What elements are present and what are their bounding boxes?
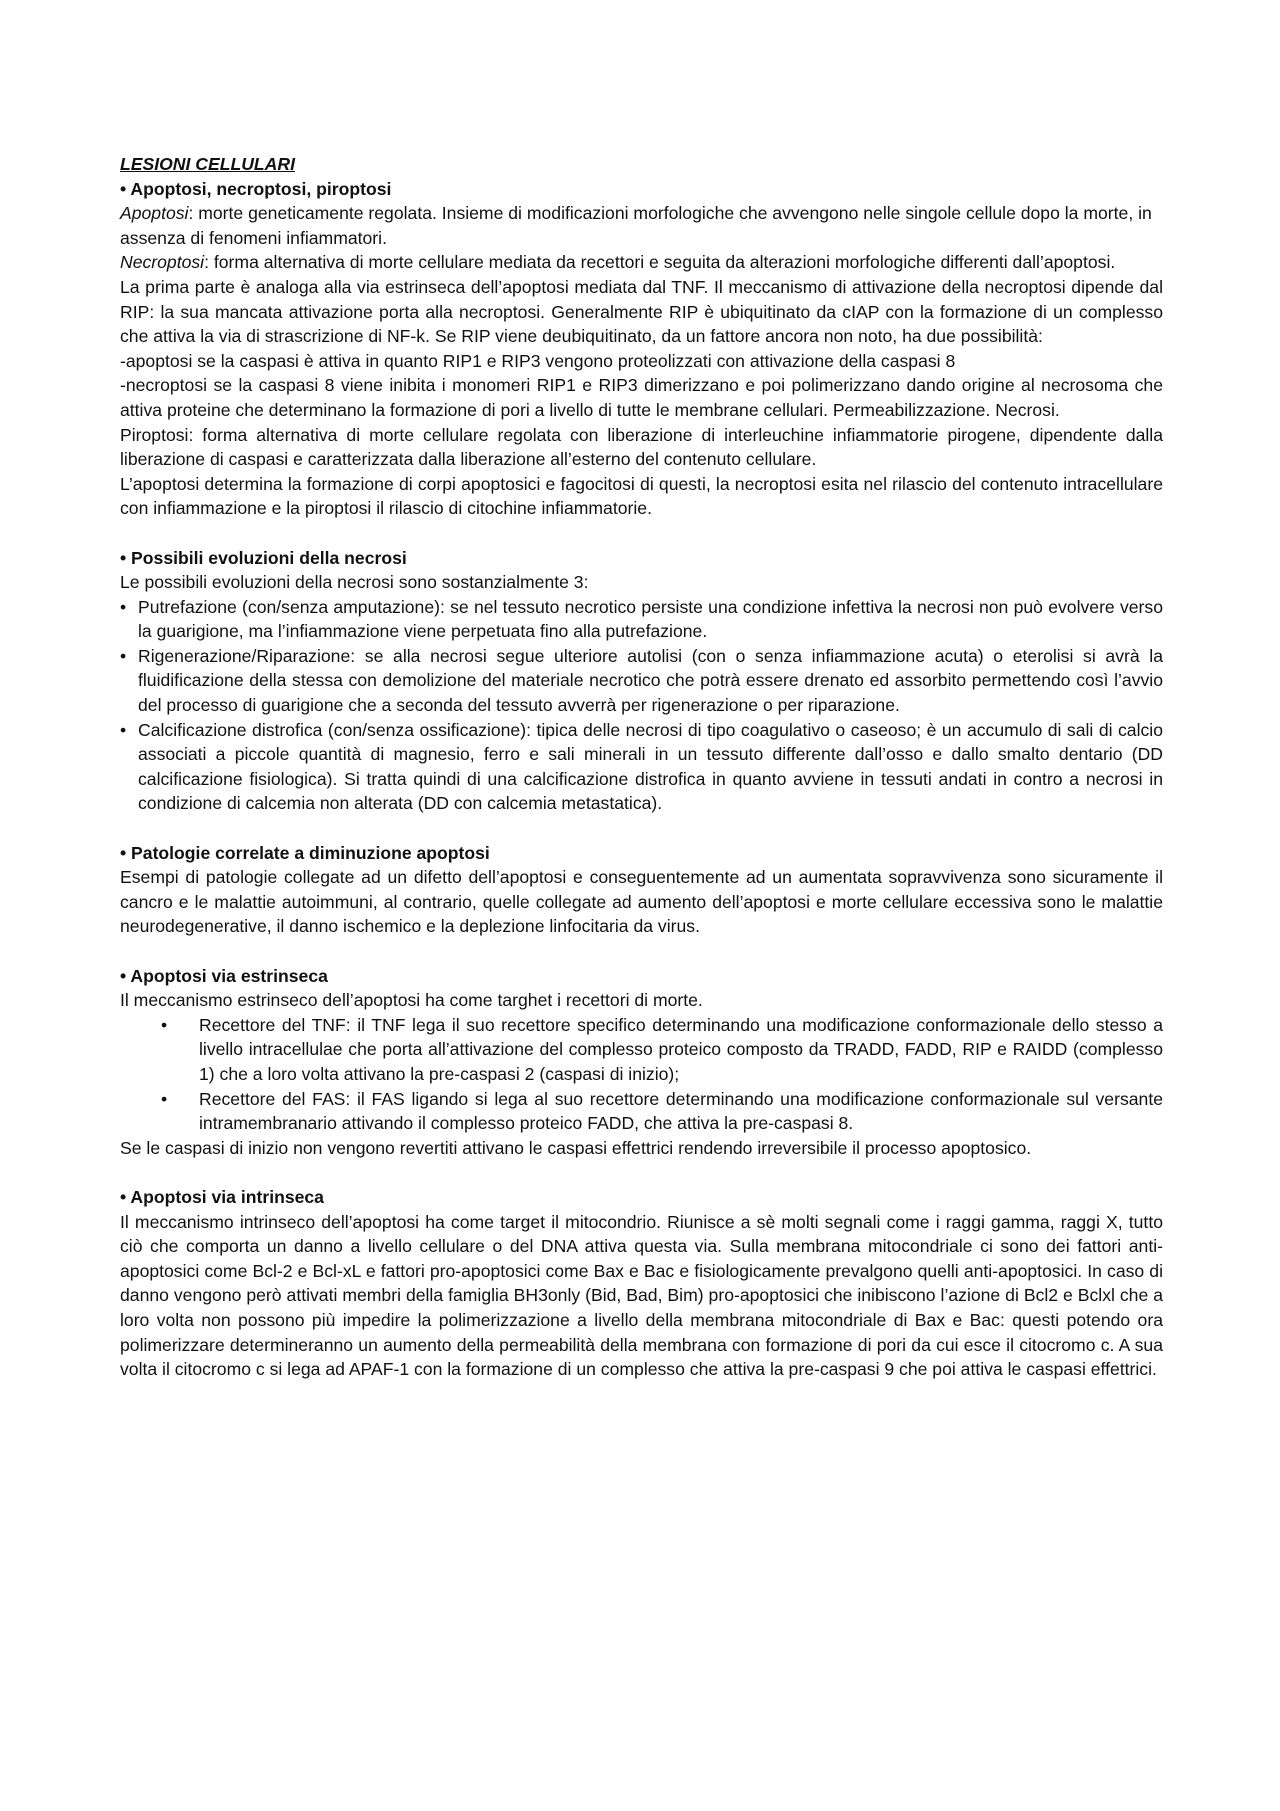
term: Apoptosi <box>120 203 189 224</box>
bullet-icon: • <box>161 1014 168 1035</box>
bullet-icon: • <box>120 719 127 740</box>
section-heading: • Possibili evoluzioni della necrosi <box>120 547 407 568</box>
section-evoluzioni-necrosi <box>120 546 1163 817</box>
bullet-list <box>120 595 1163 816</box>
section-heading: • Apoptosi via intrinseca <box>120 1186 324 1207</box>
paragraph: -necroptosi se la caspasi 8 viene inibita i monomeri RIP1 e RIP3 dimerizzano e poi polimerizzano dando origine al necrosoma che attiva proteine che determinano la formazione di pori a livello di tutte le membrane cellulari. Permeabilizzazione. Necrosi. <box>120 375 1163 420</box>
paragraph: Se le caspasi di inizio non vengono revertiti attivano le caspasi effettrici rendendo irreversibile il processo apoptosico. <box>120 1137 1032 1158</box>
paragraph: -apoptosi se la caspasi è attiva in quanto RIP1 e RIP3 vengono proteolizzati con attivazione della caspasi 8 <box>120 350 956 371</box>
paragraph: La prima parte è analoga alla via estrinseca dell’apoptosi mediata dal TNF. Il meccanismo di attivazione della necroptosi dipende dal RIP: la sua mancata attivazione porta alla necroptosi. Generalmente RIP è ubiquitinato da cIAP con la formazione di un complesso che attiva la via di strascrizione di NF-k. Se RIP viene deubiquitinato, da un fattore ancora non noto, ha due possibilità: <box>120 276 1163 347</box>
bullet-icon: • <box>120 596 127 617</box>
bullet-icon: • <box>161 1088 168 1109</box>
paragraph: L’apoptosi determina la formazione di corpi apoptosici e fagocitosi di questi, la necroptosi esita nel rilascio del contenuto intracellulare con infiammazione e la piroptosi il rilascio di citochine infiammatorie. <box>120 473 1163 519</box>
bullet-icon: • <box>120 645 127 666</box>
paragraph: Il meccanismo estrinseco dell’apoptosi ha come targhet i recettori di morte. <box>120 990 703 1011</box>
document-title: LESIONI CELLULARI <box>120 154 295 174</box>
paragraph: Piroptosi: forma alternativa di morte cellulare regolata con liberazione di interleuchine infiammatorie pirogene, dipendente dalla liberazione di caspasi e caratterizzata dalla liberazione all’esterno del contenuto cellulare. <box>120 424 1163 470</box>
paragraph: Esempi di patologie collegate ad un difetto dell’apoptosi e conseguentemente ad un aumentata sopravvivenza sono sicuramente il cancro e le malattie autoimmuni, al contrario, quelle collegate ad aumento dell’apoptosi e morte cellulare eccessiva sono le malattie neurodegenerative, il danno ischemico e la deplezione linfocitaria da virus. <box>120 867 1163 937</box>
section-apoptosi-estrinseca <box>120 964 1163 1161</box>
paragraph: Necroptosi: forma alternativa di morte cellulare mediata da recettori e seguita da alterazioni morfologiche differenti dall’apoptosi. <box>120 252 1116 273</box>
bullet-list <box>120 1013 1163 1136</box>
list-item: • Calcificazione distrofica (con/senza ossificazione): tipica delle necrosi di tipo coagulativo o caseoso; è un accumulo di sali di calcio associati a piccole quantità di magnesio, ferro e sali minerali in un tessuto differente dall’osso e dallo smalto dentario (DD calcificazione fisiologica). Si tratta quindi di una calcificazione distrofica in quanto avviene in tessuti andati in contro a necrosi in condizione di calcemia non alterata (DD con calcemia metastatica). <box>120 719 1163 814</box>
term: Necroptosi <box>120 252 205 273</box>
list-item: • Recettore del FAS: il FAS ligando si lega al suo recettore determinando una modificazione conformazionale sul versante intramembranario attivando il complesso proteico FADD, che attiva la pre-caspasi 8. <box>161 1088 1163 1134</box>
section-heading: • Patologie correlate a diminuzione apoptosi <box>120 842 490 863</box>
paragraph: Il meccanismo intrinseco dell’apoptosi ha come target il mitocondrio. Riunisce a sè molti segnali come i raggi gamma, raggi X, tutto ciò che comporta un danno a livello cellulare o del DNA attiva questa via. Sulla membrana mitocondriale ci sono dei fattori anti-apoptosici come Bcl-2 e Bcl-xL e fattori pro-apoptosici come Bax e Bac e fisiologicamente prevalgono quelli anti-apoptosici. In caso di danno vengono però attivati membri della famiglia BH3only (Bid, Bad, Bim) pro-apoptosici che inibiscono l’azione di Bcl2 e Bclxl che a loro volta non possono più impedire la polimerizzazione a livello della membrana mitocondriale di Bax e Bac: questi potendo ora polimerizzare determineranno un aumento della permeabilità della membrana con formazione di pori da cui esce il citocromo c. A sua volta il citocromo c si lega ad APAF-1 con la formazione di un complesso che attiva la pre-caspasi 9 che poi attiva le caspasi effettrici. <box>120 1211 1163 1380</box>
list-item: • Recettore del TNF: il TNF lega il suo recettore specifico determinando una modificazione conformazionale dello stesso a livello intracellulae che porta all’attivazione del complesso proteico composto da TRADD, FADD, RIP e RAIDD (complesso 1) che a loro volta attivano la pre-caspasi 2 (caspasi di inizio); <box>161 1014 1163 1084</box>
section-apoptosi-intrinseca <box>120 1185 1163 1382</box>
section-apoptosi-necroptosi-piroptosi <box>120 177 1163 521</box>
list-item: • Putrefazione (con/senza amputazione): se nel tessuto necrotico persiste una condizione infettiva la necrosi non può evolvere verso la guarigione, ma l’infiammazione viene perpetuata fino alla putrefazione. <box>120 596 1163 642</box>
section-heading: • Apoptosi via estrinseca <box>120 965 328 986</box>
paragraph: Apoptosi: morte geneticamente regolata. Insieme di modificazioni morfologiche che avvengono nelle singole cellule dopo la morte, in assenza di fenomeni infiammatori. <box>120 203 1152 248</box>
section-heading: • Apoptosi, necroptosi, piroptosi <box>120 178 392 199</box>
paragraph: Le possibili evoluzioni della necrosi sono sostanzialmente 3: <box>120 572 589 593</box>
section-patologie-apoptosi <box>120 841 1163 939</box>
list-item: • Rigenerazione/Riparazione: se alla necrosi segue ulteriore autolisi (con o senza infiammazione acuta) o eterolisi si avrà la fluidificazione della stessa con demolizione del materiale necrotico che potrà essere drenato ed assorbito permettendo così l’avvio del processo di guarigione che a seconda del tessuto avverrà per rigenerazione o per riparazione. <box>120 645 1163 716</box>
